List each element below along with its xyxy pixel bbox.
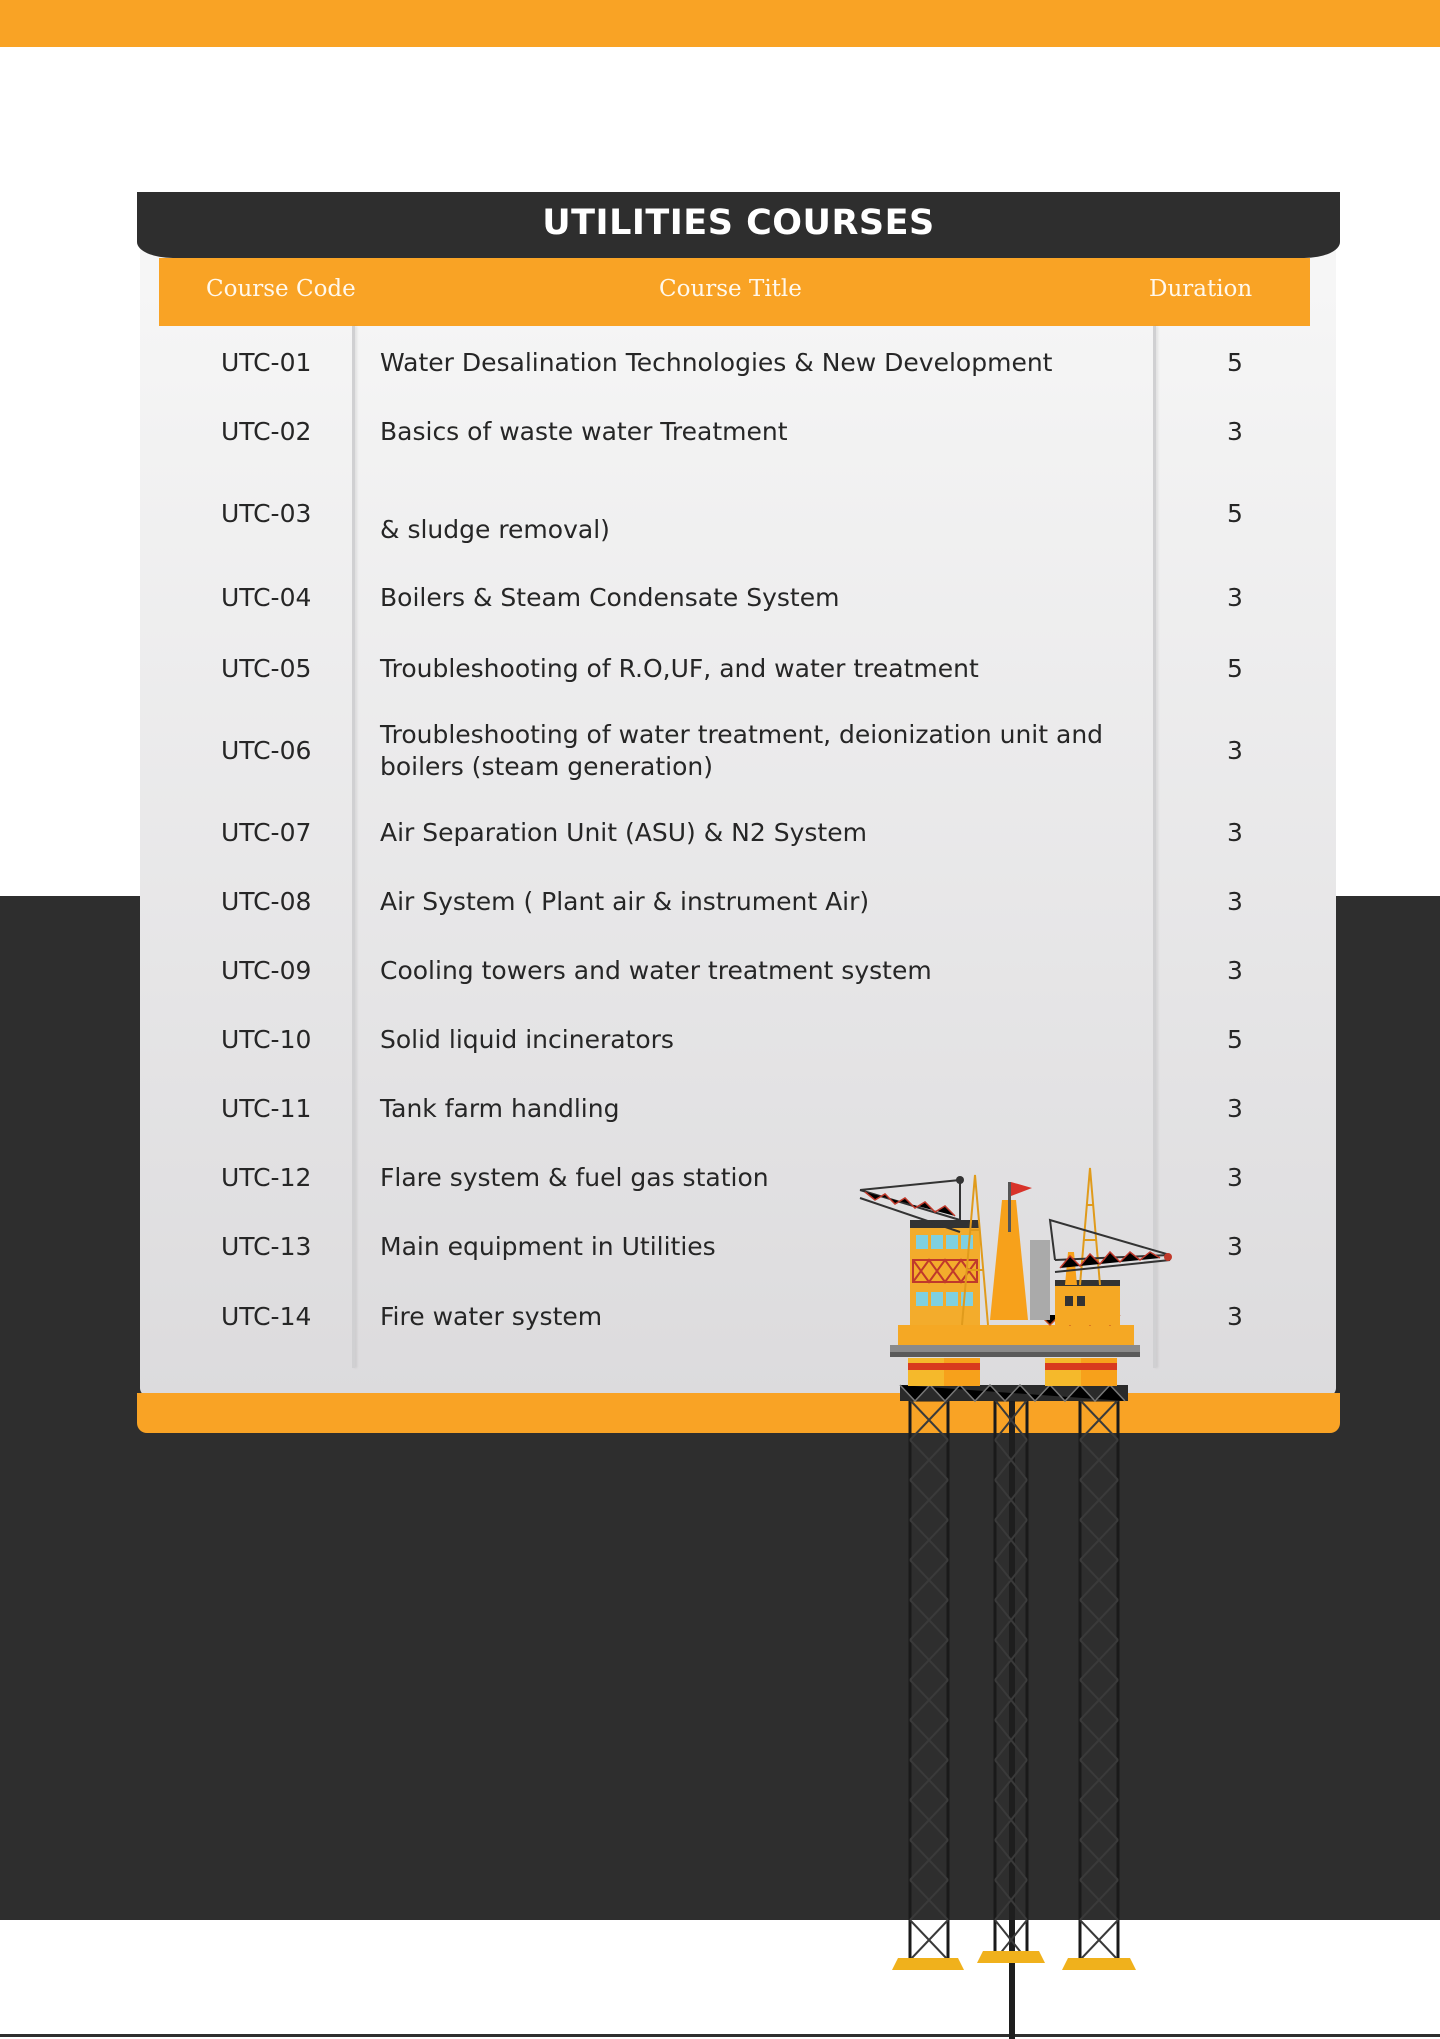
course-duration: 5	[1227, 1025, 1243, 1054]
bottom-rule	[0, 2034, 1440, 2037]
course-duration: 5	[1227, 499, 1243, 528]
course-code: UTC-02	[221, 417, 312, 446]
course-title: Water Desalination Technologies & New Development	[380, 348, 1053, 377]
course-code: UTC-06	[221, 736, 312, 765]
course-title: Air System ( Plant air & instrument Air)	[380, 887, 870, 916]
course-code: UTC-03	[221, 499, 312, 528]
course-title: Troubleshooting of R.O,UF, and water treatment	[380, 654, 979, 683]
course-code: UTC-10	[221, 1025, 312, 1054]
course-duration: 3	[1227, 583, 1243, 612]
course-duration: 3	[1227, 956, 1243, 985]
header-course-title: Course Title	[659, 276, 802, 302]
course-code: UTC-07	[221, 818, 312, 847]
course-duration: 5	[1227, 348, 1243, 377]
course-duration: 3	[1227, 736, 1243, 765]
course-title: Cooling towers and water treatment system	[380, 956, 932, 985]
course-duration: 3	[1227, 818, 1243, 847]
course-title: Troubleshooting of water treatment, deionization unit and boilers (steam generation)	[380, 720, 1104, 781]
course-code: UTC-09	[221, 956, 312, 985]
course-title: Tank farm handling	[380, 1094, 620, 1123]
course-code: UTC-04	[221, 583, 312, 612]
course-duration: 3	[1227, 1302, 1243, 1331]
course-title: Boilers & Steam Condensate System	[380, 583, 840, 612]
course-duration: 5	[1227, 654, 1243, 683]
offshore-oil-rig-icon	[840, 1160, 1190, 2039]
course-code: UTC-08	[221, 887, 312, 916]
course-title: Solid liquid incinerators	[380, 1025, 674, 1054]
table-header-row	[159, 258, 1310, 326]
course-code: UTC-14	[221, 1302, 312, 1331]
course-title: Main equipment in Utilities	[380, 1232, 716, 1261]
course-code: UTC-01	[221, 348, 312, 377]
course-code: UTC-05	[221, 654, 312, 683]
course-duration: 3	[1227, 1232, 1243, 1261]
page-title: UTILITIES COURSES	[542, 203, 935, 243]
header-duration: Duration	[1149, 276, 1253, 302]
course-duration: 3	[1227, 1163, 1243, 1192]
course-duration: 3	[1227, 417, 1243, 446]
course-title: Flare system & fuel gas station	[380, 1163, 769, 1192]
course-title: Basics of waste water Treatment	[380, 417, 788, 446]
course-title: & sludge removal)	[380, 515, 610, 544]
course-title: Fire water system	[380, 1302, 603, 1331]
title-banner	[137, 192, 1340, 258]
top-accent-band	[0, 0, 1440, 47]
course-code: UTC-12	[221, 1163, 312, 1192]
course-code: UTC-13	[221, 1232, 312, 1261]
course-title: Air Separation Unit (ASU) & N2 System	[380, 818, 867, 847]
course-duration: 3	[1227, 887, 1243, 916]
course-code: UTC-11	[221, 1094, 312, 1123]
course-duration: 3	[1227, 1094, 1243, 1123]
header-course-code: Course Code	[206, 276, 356, 302]
